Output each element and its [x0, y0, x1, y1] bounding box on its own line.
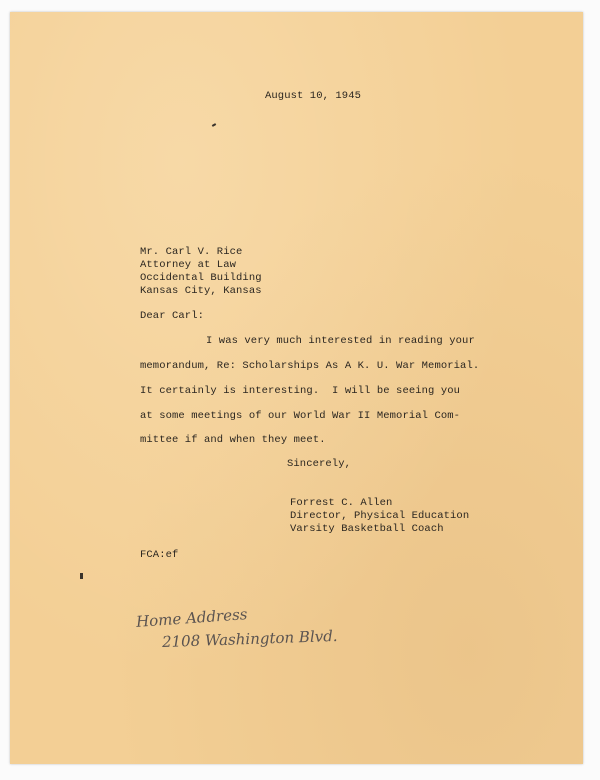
handwritten-line-1: Home Address [135, 605, 248, 631]
recipient-city: Kansas City, Kansas [140, 285, 262, 297]
salutation: Dear Carl: [140, 310, 205, 322]
body-line-5: mittee if and when they meet. [140, 434, 326, 446]
body-line-1: I was very much interested in reading your [206, 335, 475, 347]
stray-mark [80, 573, 83, 579]
handwritten-line-2: 2108 Washington Blvd. [161, 626, 338, 652]
signer-title-2: Varsity Basketball Coach [290, 523, 444, 535]
letter-page [10, 12, 583, 764]
closing: Sincerely, [287, 458, 352, 470]
signer-title-1: Director, Physical Education [290, 510, 470, 522]
stray-mark [212, 123, 216, 127]
signer-name: Forrest C. Allen [290, 497, 393, 509]
body-line-3: It certainly is interesting. I will be seeing you [140, 385, 461, 397]
recipient-name: Mr. Carl V. Rice [140, 246, 243, 258]
body-line-4: at some meetings of our World War II Memorial Com- [140, 410, 461, 422]
typist-initials: FCA:ef [140, 549, 179, 561]
recipient-title: Attorney at Law [140, 259, 237, 271]
recipient-building: Occidental Building [140, 272, 262, 284]
letter-date: August 10, 1945 [265, 90, 362, 102]
body-line-2: memorandum, Re: Scholarships As A K. U. War Memorial. [140, 360, 480, 372]
